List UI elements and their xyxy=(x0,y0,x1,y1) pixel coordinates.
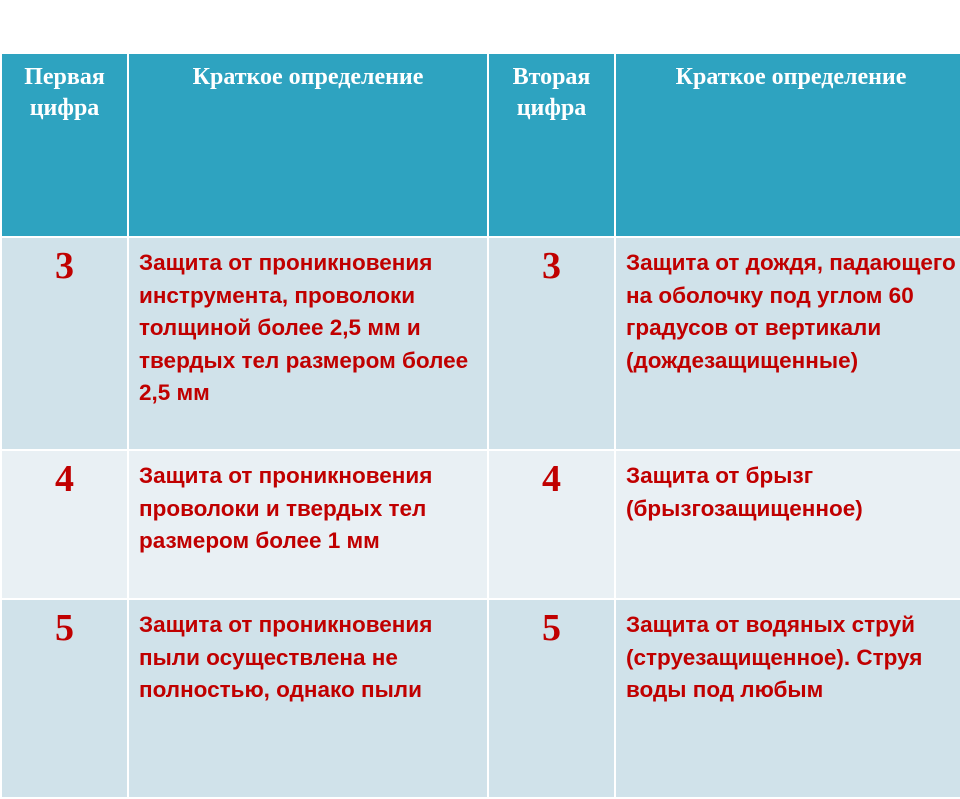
first-digit-cell: 3 xyxy=(1,237,128,450)
second-definition-cell: Защита от дождя, падающего на оболочку под углом 60 градусов от вертикали (дождезащищенные) xyxy=(615,237,960,450)
first-definition-cell: Защита от проникновения проволоки и твердых тел размером более 1 мм xyxy=(128,450,488,599)
header-second-digit: Вторая цифра xyxy=(488,53,615,237)
table-header-row xyxy=(1,53,960,237)
second-digit-cell: 5 xyxy=(488,599,615,798)
ip-code-table xyxy=(0,52,960,799)
table-row xyxy=(1,237,960,450)
second-digit-cell: 3 xyxy=(488,237,615,450)
header-first-digit: Первая цифра xyxy=(1,53,128,237)
second-digit-cell: 4 xyxy=(488,450,615,599)
first-digit-cell: 4 xyxy=(1,450,128,599)
first-definition-cell: Защита от проникновения пыли осуществлена не полностью, однако пыли xyxy=(128,599,488,798)
table-row xyxy=(1,599,960,798)
first-digit-cell: 5 xyxy=(1,599,128,798)
second-definition-cell: Защита от брызг (брызгозащищенное) xyxy=(615,450,960,599)
table-row xyxy=(1,450,960,599)
first-definition-cell: Защита от проникновения инструмента, проволоки толщиной более 2,5 мм и твердых тел размером более 2,5 мм xyxy=(128,237,488,450)
second-definition-cell: Защита от водяных струй (струезащищенное). Струя воды под любым xyxy=(615,599,960,798)
header-definition-1: Краткое определение xyxy=(128,53,488,237)
header-definition-2: Краткое определение xyxy=(615,53,960,237)
